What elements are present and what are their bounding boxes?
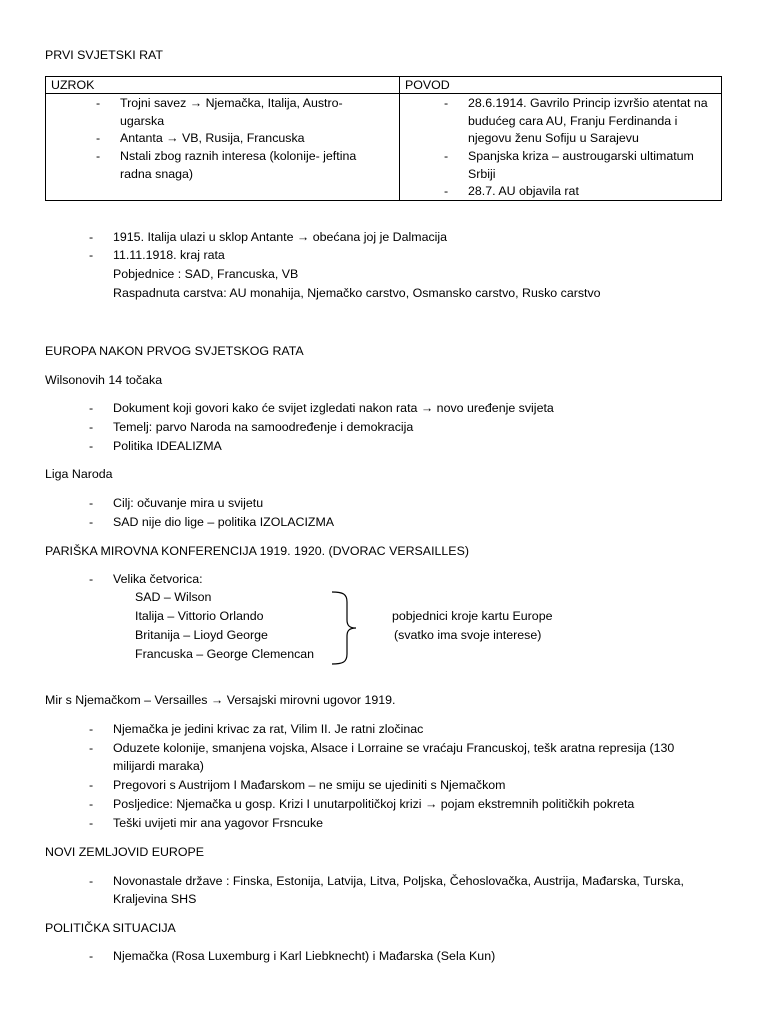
list-item-line: Antanta → VB, Rusija, Francuska (120, 131, 305, 145)
cell-uzrok (46, 94, 400, 201)
list-item: 11.11.1918. kraj rata (113, 248, 225, 262)
heading-mir-s-njemackom: Mir s Njemačkom – Versailles → Versajski mirovni ugovor 1919. (45, 693, 396, 707)
bullet-dash: - (96, 96, 101, 110)
heading-liga-naroda: Liga Naroda (45, 467, 113, 481)
list-item-line: budućeg cara AU, Franju Ferdinanda i (468, 113, 678, 128)
list-item: Posljedice: Njemačka u gosp. Krizi I unutarpolitičkoj krizi → pojam ekstremnih političkih pokreta (113, 797, 635, 811)
bullet-dash: - (444, 184, 449, 198)
list-item: 1915. Italija ulazi u sklop Antante → obećana joj je Dalmacija (113, 230, 448, 244)
member-line: SAD – Wilson (135, 590, 212, 604)
list-item: Velika četvorica: (113, 572, 203, 586)
list-item: Teški uvijeti mir ana yagovor Frsncuke (113, 816, 324, 830)
title-prvi-svjetski-rat: PRVI SVJETSKI RAT (45, 48, 163, 62)
list-item: Oduzete kolonije, smanjena vojska, Alsace i Lorraine se vraćaju Francuskoj, tešk aratna represija (130 (113, 741, 675, 755)
bullet-dash: - (89, 230, 94, 244)
list-item-line: 28.7. AU objavila rat (468, 184, 579, 198)
member-line: Italija – Vittorio Orlando (135, 609, 264, 623)
list-item: Temelj: parvo Naroda na samoodređenje i demokracija (113, 420, 414, 434)
bullet-dash: - (444, 96, 449, 110)
bullet-dash: - (89, 797, 94, 811)
list-item-line: Nstali zbog raznih interesa (kolonije- jeftina (120, 149, 357, 163)
bullet-dash: - (89, 439, 94, 453)
list-item-line: Pobjednice : SAD, Francuska, VB (113, 267, 299, 281)
list-item (468, 183, 579, 201)
bullet-dash: - (89, 949, 94, 963)
list-item (468, 95, 708, 148)
cell-povod (400, 94, 722, 201)
bullet-dash: - (89, 401, 94, 415)
brace-note: pobjednici kroje kartu Europe (392, 609, 553, 623)
bullet-dash: - (89, 874, 94, 888)
bullet-dash: - (89, 572, 94, 586)
list-item: Njemačka (Rosa Luxemburg i Karl Liebknecht) i Mađarska (Sela Kun) (113, 949, 496, 963)
list-item: Politika IDEALIZMA (113, 439, 222, 453)
bullet-dash: - (89, 778, 94, 792)
bullet-dash: - (444, 149, 449, 163)
list-item-line: njegovu ženu Sofiju u Sarajevu (468, 131, 639, 145)
list-item: Novonastale države : Finska, Estonija, Latvija, Litva, Poljska, Čehoslovačka, Austrija, Mađarska, Turska, (113, 874, 684, 888)
list-item (120, 95, 343, 130)
right-brace-icon (329, 590, 359, 666)
table-header-row (46, 77, 722, 94)
list-item-line: ugarska (120, 113, 165, 128)
bullet-dash: - (96, 131, 101, 145)
section-heading-europa: EUROPA NAKON PRVOG SVJETSKOG RATA (45, 344, 304, 358)
member-line: Francuska – George Clemencan (135, 647, 315, 661)
causes-table (45, 76, 722, 201)
heading-politicka-situacija: POLITIČKA SITUACIJA (45, 921, 176, 935)
list-item (468, 148, 694, 183)
list-item-line: Trojni savez → Njemačka, Italija, Austro- (120, 96, 343, 110)
bullet-dash: - (89, 722, 94, 736)
bullet-dash: - (89, 248, 94, 262)
bullet-dash: - (89, 816, 94, 830)
heading-novi-zemljovid: NOVI ZEMLJOVID EUROPE (45, 845, 205, 859)
bullet-dash: - (89, 420, 94, 434)
list-item-line: 28.6.1914. Gavrilo Princip izvršio atentat na (468, 96, 708, 110)
list-item-line: Raspadnuta carstva: AU monahija, Njemačko carstvo, Osmansko carstvo, Rusko carstvo (113, 286, 601, 300)
member-line: Britanija – Lioyd George (135, 628, 268, 642)
list-item-line: Kraljevina SHS (113, 892, 197, 906)
bullet-dash: - (89, 496, 94, 510)
header-povod: POVOD (400, 77, 722, 94)
heading-pariska-konferencija: PARIŠKA MIROVNA KONFERENCIJA 1919. 1920. (DVORAC VERSAILLES) (45, 544, 469, 558)
list-item: Cilj: očuvanje mira u svijetu (113, 496, 264, 510)
list-item-line: radna snaga) (120, 166, 194, 181)
list-item-line: Spanjska kriza – austrougarski ultimatum (468, 149, 694, 163)
list-item: Dokument koji govori kako će svijet izgledati nakon rata → novo uređenje svijeta (113, 401, 554, 415)
bullet-dash: - (96, 149, 101, 163)
list-item: SAD nije dio lige – politika IZOLACIZMA (113, 515, 335, 529)
bullet-dash: - (89, 741, 94, 755)
table-row (46, 94, 722, 201)
list-item (120, 148, 356, 183)
list-item: Pregovori s Austrijom I Mađarskom – ne smiju se ujediniti s Njemačkom (113, 778, 506, 792)
list-item-line: milijardi maraka) (113, 759, 204, 773)
list-item (120, 130, 305, 148)
header-uzrok: UZROK (46, 77, 400, 94)
list-item: Njemačka je jedini krivac za rat, Vilim II. Je ratni zločinac (113, 722, 424, 736)
list-item-line: Srbiji (468, 166, 496, 181)
brace-note: (svatko ima svoje interese) (394, 628, 542, 642)
bullet-dash: - (89, 515, 94, 529)
heading-wilson: Wilsonovih 14 točaka (45, 373, 163, 387)
